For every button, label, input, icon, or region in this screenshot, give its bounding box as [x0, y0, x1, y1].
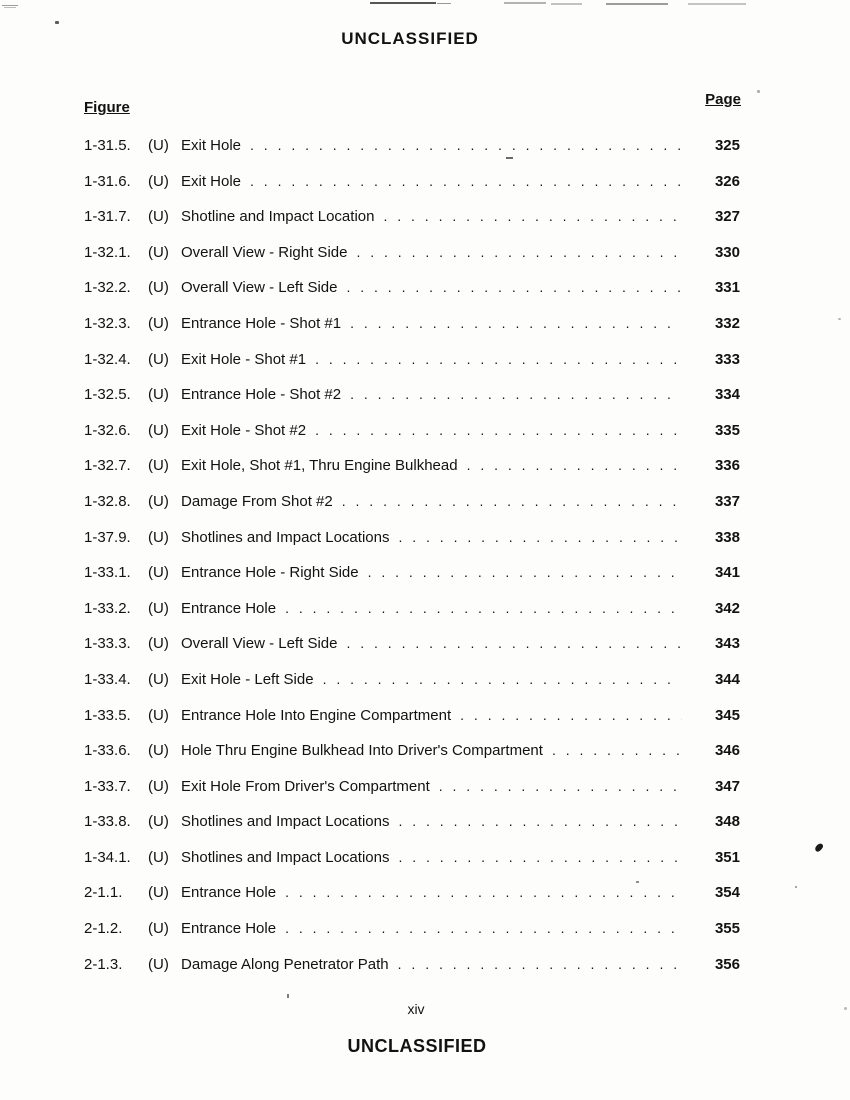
dot-leader	[346, 635, 682, 651]
dot-leader	[439, 778, 682, 794]
figure-number: 1-33.2.	[84, 599, 131, 617]
figure-row-content	[84, 920, 740, 937]
classification-marking: (U)	[148, 314, 169, 332]
dot-leader	[350, 315, 682, 331]
scan-artifact-dash	[551, 3, 582, 5]
scan-artifact-dash	[504, 2, 546, 4]
figure-title: Exit Hole From Driver's Compartment	[181, 777, 430, 795]
figure-page-number: 332	[714, 314, 740, 332]
figure-row	[84, 946, 740, 982]
figure-title: Shotline and Impact Location	[181, 208, 375, 226]
figure-number: 1-37.9.	[84, 528, 131, 546]
dot-leader	[383, 208, 682, 224]
figure-row	[84, 661, 740, 697]
scan-artifact-dot	[757, 90, 760, 93]
classification-marking: (U)	[148, 848, 169, 866]
figure-row-content	[84, 351, 740, 368]
figure-title: Overall View - Left Side	[181, 279, 338, 297]
scan-artifact-dot	[844, 1007, 847, 1010]
figure-title: Entrance Hole	[181, 920, 277, 938]
figure-title: Entrance Hole - Shot #1	[181, 314, 342, 332]
dot-leader	[250, 137, 682, 153]
figure-row	[84, 341, 740, 377]
figure-page-number: 331	[714, 279, 740, 297]
figure-row	[84, 376, 740, 412]
figure-title: Exit Hole, Shot #1, Thru Engine Bulkhead	[181, 457, 458, 475]
figure-number: 2-1.1.	[84, 884, 123, 902]
figure-row	[84, 269, 740, 305]
figure-number: 2-1.2.	[84, 920, 123, 938]
figure-row-content	[84, 600, 740, 617]
classification-marking: (U)	[148, 421, 169, 439]
dot-leader	[285, 884, 682, 900]
figure-row	[84, 803, 740, 839]
figure-number: 1-31.5.	[84, 137, 131, 154]
figure-row-content	[84, 778, 740, 795]
figure-row-content	[84, 493, 740, 510]
page-number: xiv	[407, 1001, 425, 1017]
figure-row-content	[84, 671, 740, 688]
classification-banner-bottom: UNCLASSIFIED	[347, 1036, 487, 1056]
scan-artifact-mark	[4, 7, 16, 8]
classification-banner-top: UNCLASSIFIED	[341, 29, 479, 48]
figure-row-content	[84, 813, 740, 830]
figure-page-number: 333	[714, 350, 740, 368]
figure-page-number: 354	[714, 884, 740, 902]
figure-row	[84, 697, 740, 733]
figure-page-number: 338	[714, 528, 740, 546]
scan-artifact-ink-mark	[814, 843, 823, 854]
dot-leader	[356, 244, 682, 260]
classification-marking: (U)	[148, 706, 169, 724]
figure-title: Damage From Shot #2	[181, 492, 333, 510]
dot-leader	[285, 600, 682, 616]
dot-leader	[350, 386, 682, 402]
figure-row	[84, 163, 740, 199]
dot-leader	[323, 671, 682, 687]
figure-number: 1-32.5.	[84, 386, 131, 404]
figure-number: 1-32.8.	[84, 492, 131, 510]
figure-row	[84, 768, 740, 804]
figure-title: Hole Thru Engine Bulkhead Into Driver's Compartment	[181, 742, 543, 760]
figure-title: Exit Hole	[181, 137, 242, 154]
list-of-figures	[84, 127, 740, 981]
classification-marking: (U)	[148, 386, 169, 404]
figure-number: 1-32.4.	[84, 350, 131, 368]
figure-title: Entrance Hole - Right Side	[181, 564, 359, 582]
figure-row	[84, 412, 740, 448]
classification-marking: (U)	[148, 172, 169, 190]
figure-number: 1-32.6.	[84, 421, 131, 439]
figure-number: 1-31.7.	[84, 208, 131, 226]
figure-row	[84, 234, 740, 270]
dot-leader	[250, 173, 682, 189]
dot-leader	[552, 742, 682, 758]
figure-page-number: 351	[714, 848, 740, 866]
classification-marking: (U)	[148, 742, 169, 760]
figure-title: Overall View - Right Side	[181, 243, 348, 261]
figure-title: Entrance Hole Into Engine Compartment	[181, 706, 452, 724]
scan-artifact-dash	[370, 2, 436, 4]
figure-number: 1-32.3.	[84, 314, 131, 332]
dot-leader	[398, 956, 682, 972]
figure-row-content	[84, 315, 740, 332]
figure-number: 1-33.4.	[84, 670, 131, 688]
figure-title: Overall View - Left Side	[181, 635, 338, 653]
figure-page-number: 346	[714, 742, 740, 760]
figure-row	[84, 305, 740, 341]
figure-title: Exit Hole - Shot #1	[181, 350, 307, 368]
figure-page-number: 342	[714, 599, 740, 617]
figure-row-content	[84, 137, 740, 154]
figure-page-number: 336	[714, 457, 740, 475]
figure-row-content	[84, 564, 740, 581]
figure-row-content	[84, 529, 740, 546]
figure-row	[84, 554, 740, 590]
figure-row	[84, 198, 740, 234]
figure-page-number: 347	[714, 777, 740, 795]
figure-number: 1-34.1.	[84, 848, 131, 866]
figure-page-number: 344	[714, 670, 740, 688]
figure-column-header: Figure	[84, 99, 130, 116]
figure-row	[84, 127, 740, 163]
classification-marking: (U)	[148, 137, 169, 154]
scan-artifact-dash	[606, 3, 668, 5]
classification-marking: (U)	[148, 920, 169, 938]
scan-artifact-dot	[55, 21, 59, 24]
classification-marking: (U)	[148, 884, 169, 902]
figure-number: 1-33.7.	[84, 777, 131, 795]
figure-title: Shotlines and Impact Locations	[181, 848, 390, 866]
figure-title: Exit Hole	[181, 172, 242, 190]
scan-artifact-dot	[795, 886, 797, 888]
dot-leader	[398, 813, 682, 829]
dot-leader	[368, 564, 682, 580]
figure-title: Exit Hole - Left Side	[181, 670, 314, 688]
scan-artifact-dot	[287, 994, 289, 998]
figure-page-number: 335	[714, 421, 740, 439]
figure-row	[84, 590, 740, 626]
figure-row-content	[84, 386, 740, 403]
figure-page-number: 330	[714, 243, 740, 261]
classification-marking: (U)	[148, 955, 169, 973]
figure-title: Entrance Hole	[181, 884, 277, 902]
figure-page-number: 348	[714, 813, 740, 831]
figure-row	[84, 447, 740, 483]
figure-number: 1-33.8.	[84, 813, 131, 831]
figure-row-content	[84, 422, 740, 439]
figure-page-number: 325	[714, 137, 740, 154]
figure-number: 1-33.5.	[84, 706, 131, 724]
classification-marking: (U)	[148, 208, 169, 226]
figure-page-number: 326	[714, 172, 740, 190]
figure-row-content	[84, 457, 740, 474]
figure-number: 1-32.2.	[84, 279, 131, 297]
classification-marking: (U)	[148, 279, 169, 297]
classification-marking: (U)	[148, 635, 169, 653]
figure-page-number: 337	[714, 492, 740, 510]
figure-row-content	[84, 279, 740, 296]
page-column-header: Page	[705, 91, 741, 108]
dot-leader	[467, 457, 682, 473]
figure-row-content	[84, 707, 740, 724]
classification-marking: (U)	[148, 599, 169, 617]
figure-row	[84, 732, 740, 768]
figure-title: Shotlines and Impact Locations	[181, 528, 390, 546]
figure-row-content	[84, 173, 740, 190]
classification-marking: (U)	[148, 492, 169, 510]
figure-row-content	[84, 635, 740, 652]
figure-row	[84, 874, 740, 910]
figure-title: Entrance Hole	[181, 599, 277, 617]
classification-marking: (U)	[148, 457, 169, 475]
scan-artifact-dot	[838, 318, 841, 320]
figure-page-number: 327	[714, 208, 740, 226]
classification-marking: (U)	[148, 670, 169, 688]
dot-leader	[346, 279, 682, 295]
figure-row-content	[84, 849, 740, 866]
figure-page-number: 345	[714, 706, 740, 724]
figure-title: Damage Along Penetrator Path	[181, 955, 389, 973]
scan-artifact-dash	[437, 3, 451, 4]
scan-artifact-mark	[2, 5, 18, 6]
figure-row	[84, 625, 740, 661]
figure-row-content	[84, 742, 740, 759]
figure-number: 1-31.6.	[84, 172, 131, 190]
figure-page-number: 355	[714, 920, 740, 938]
figure-page-number: 341	[714, 564, 740, 582]
figure-row	[84, 910, 740, 946]
figure-number: 1-33.3.	[84, 635, 131, 653]
figure-title: Exit Hole - Shot #2	[181, 421, 307, 439]
figure-row	[84, 839, 740, 875]
classification-marking: (U)	[148, 564, 169, 582]
classification-marking: (U)	[148, 777, 169, 795]
figure-page-number: 334	[714, 386, 740, 404]
classification-marking: (U)	[148, 813, 169, 831]
figure-title: Shotlines and Impact Locations	[181, 813, 390, 831]
dot-leader	[285, 920, 682, 936]
figure-page-number: 356	[714, 955, 740, 973]
dot-leader	[460, 707, 682, 723]
dot-leader	[398, 849, 682, 865]
dot-leader	[315, 351, 682, 367]
dot-leader	[342, 493, 682, 509]
figure-number: 2-1.3.	[84, 955, 123, 973]
figure-number: 1-32.1.	[84, 243, 131, 261]
figure-title: Entrance Hole - Shot #2	[181, 386, 342, 404]
classification-marking: (U)	[148, 350, 169, 368]
figure-number: 1-33.1.	[84, 564, 131, 582]
dot-leader	[315, 422, 682, 438]
figure-number: 1-33.6.	[84, 742, 131, 760]
figure-page-number: 343	[714, 635, 740, 653]
classification-marking: (U)	[148, 528, 169, 546]
figure-row-content	[84, 884, 740, 901]
figure-row-content	[84, 244, 740, 261]
classification-marking: (U)	[148, 243, 169, 261]
scan-artifact-dash	[688, 3, 746, 5]
figure-number: 1-32.7.	[84, 457, 131, 475]
figure-row-content	[84, 208, 740, 225]
figure-row	[84, 519, 740, 555]
figure-row	[84, 483, 740, 519]
dot-leader	[398, 529, 682, 545]
figure-row-content	[84, 956, 740, 973]
